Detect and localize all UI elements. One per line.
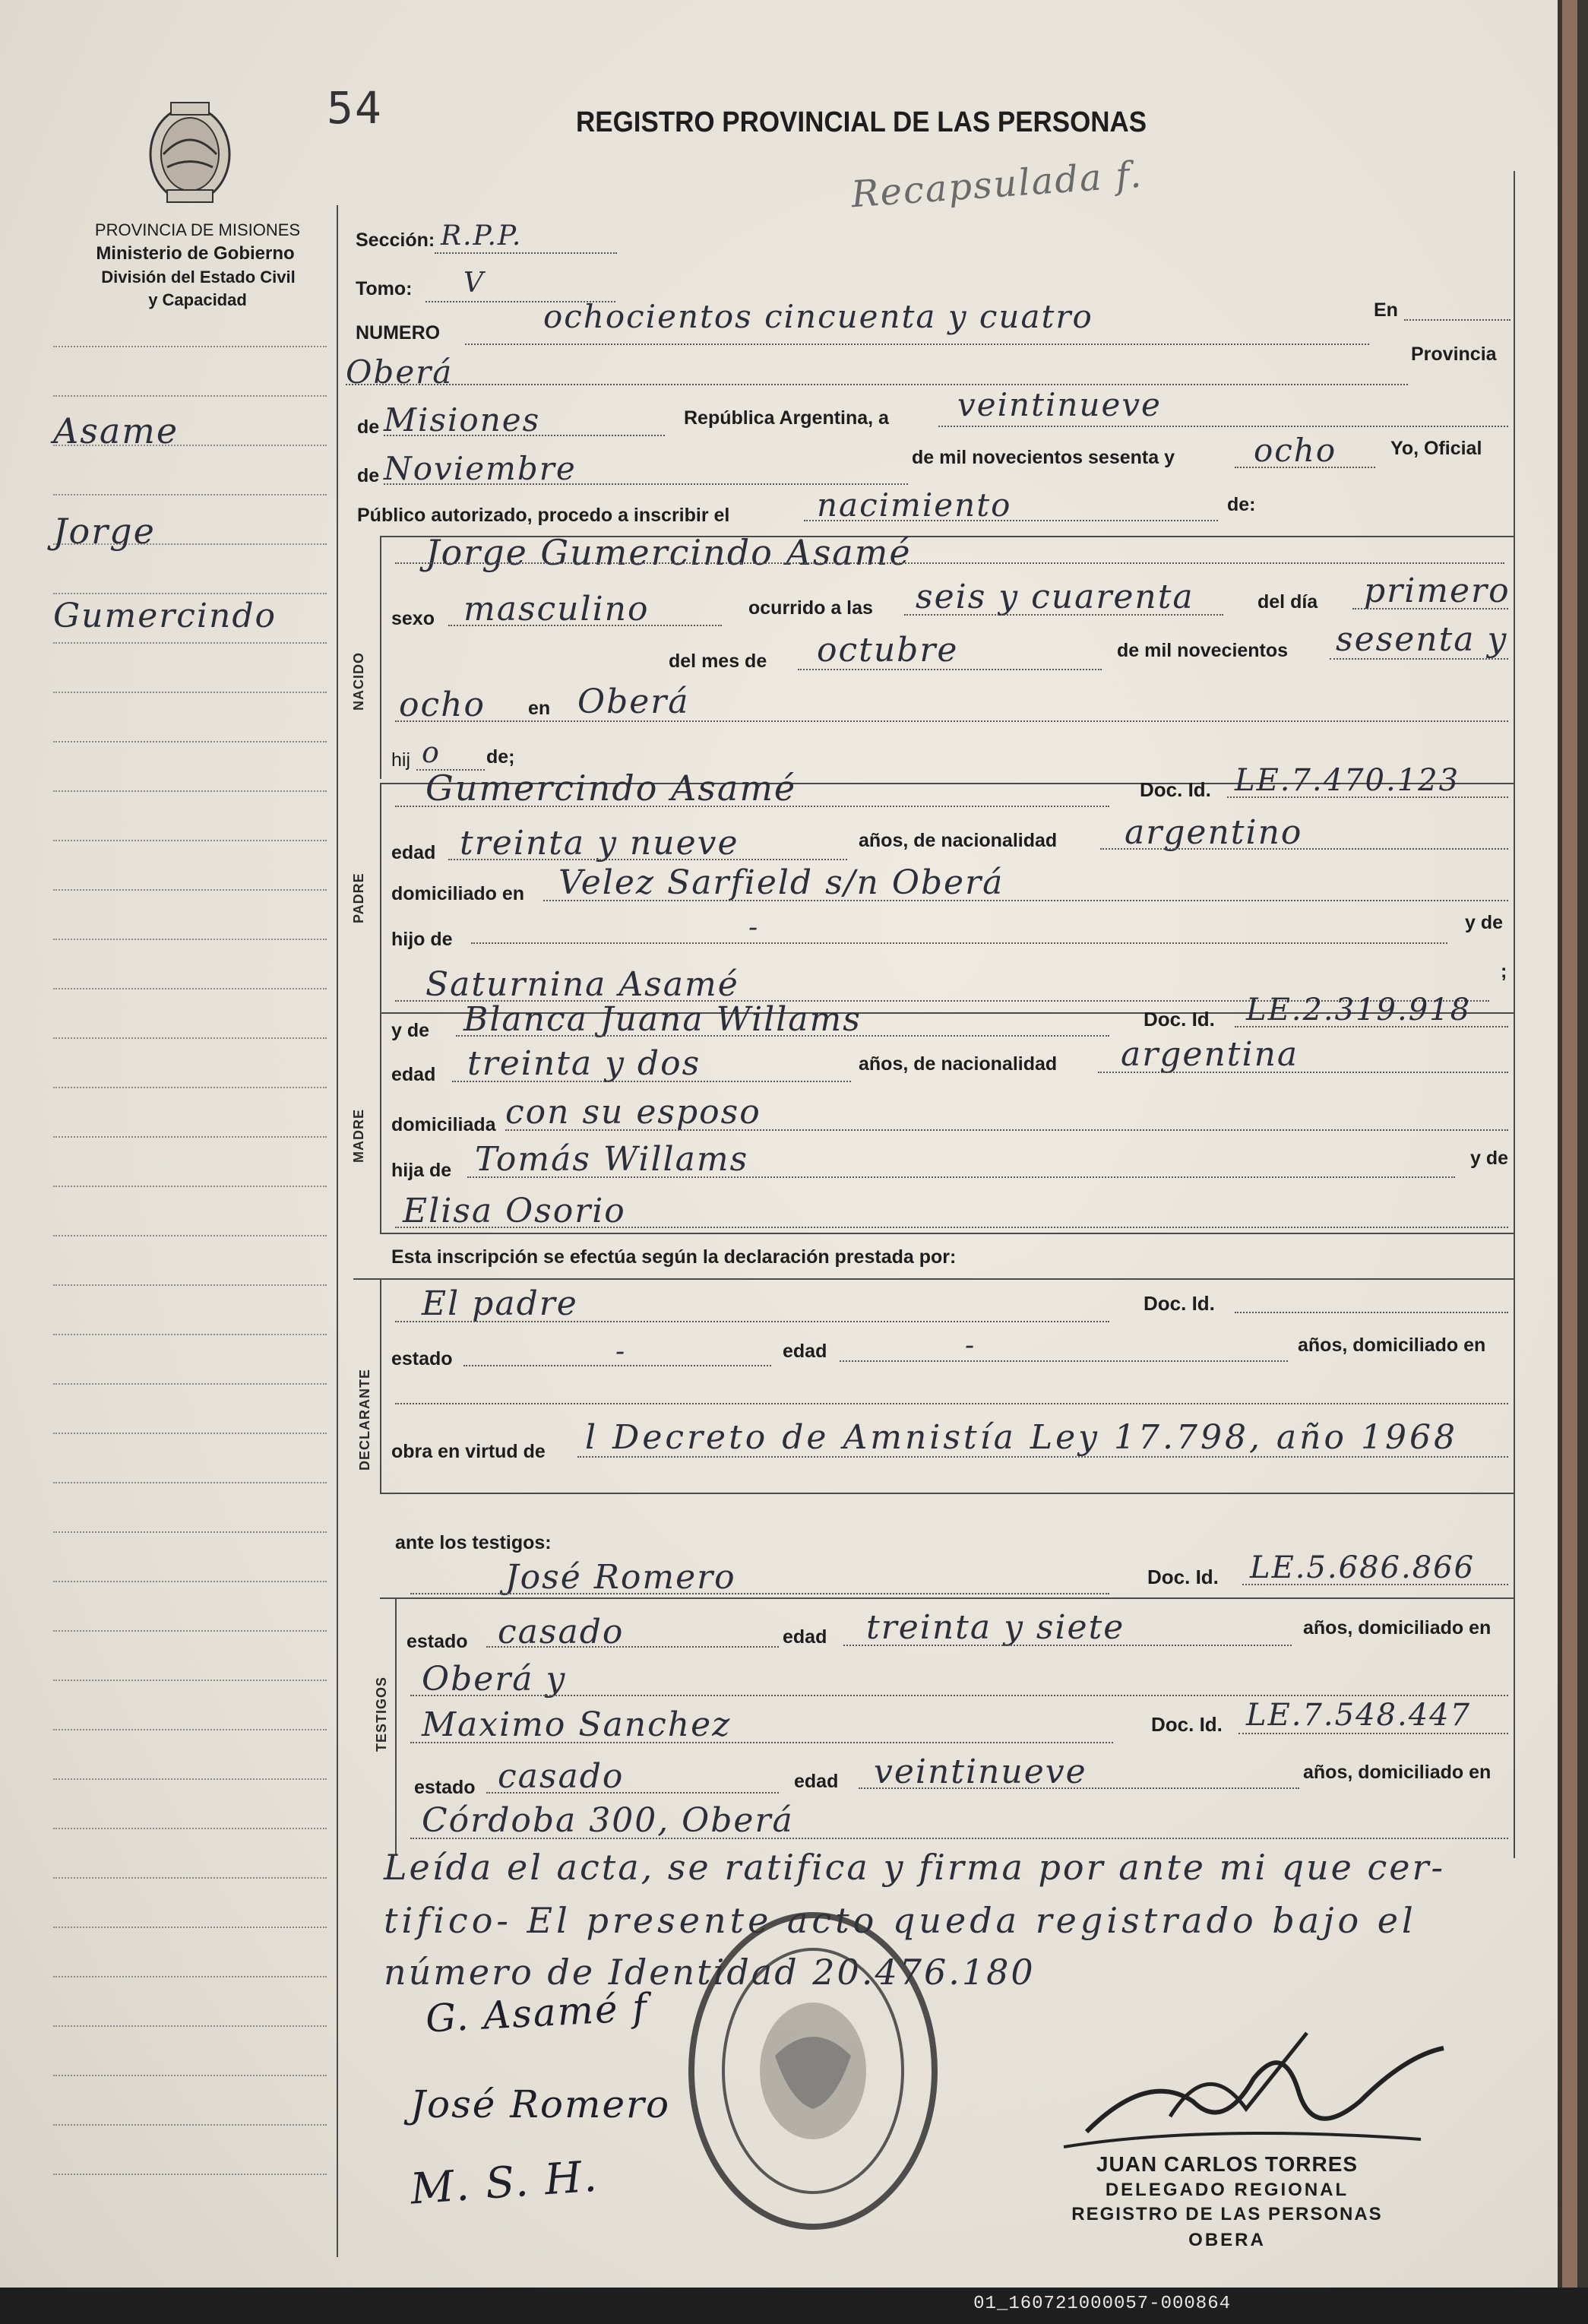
declarante-section-label: DECLARANTE xyxy=(357,1369,372,1471)
testigo1-dom-label: años, domiciliado en xyxy=(1303,1617,1492,1639)
testigos-section-label: TESTIGOS xyxy=(374,1676,389,1752)
tipo-value: nacimiento xyxy=(817,486,1012,524)
closing-line-1: Leída el acta, se ratifica y firma por ante mi que cer- xyxy=(384,1847,1446,1888)
anio-value: ocho xyxy=(1254,432,1337,469)
testigo1-edad-label: edad xyxy=(783,1626,827,1648)
madre-madre-value: Elisa Osorio xyxy=(403,1192,626,1230)
testigos-top-rule xyxy=(380,1597,1514,1599)
madre-nombre: Blanca Juana Willams xyxy=(463,1000,862,1039)
declarante-intro: Esta inscripción se efectúa según la declaración prestada por: xyxy=(391,1246,957,1268)
footer-bar xyxy=(0,2288,1588,2324)
testigo1-doc-label: Doc. Id. xyxy=(1147,1566,1219,1588)
official-signature-scribble xyxy=(1056,2010,1451,2155)
header-ministry: Ministerio de Gobierno xyxy=(96,243,295,264)
nacido-lugar-value: Oberá xyxy=(577,682,690,721)
nacido-mil-label: de mil novecientos xyxy=(1117,640,1289,661)
madre-section-label: MADRE xyxy=(351,1109,366,1163)
document-title: REGISTRO PROVINCIAL DE LAS PERSONAS xyxy=(576,106,1147,138)
padre-yde-label: y de xyxy=(1465,912,1504,933)
mil-label: de mil novecientos sesenta y xyxy=(912,447,1175,468)
coat-of-arms-emblem xyxy=(141,95,239,209)
nacido-en-label: en xyxy=(528,698,551,719)
madre-edad-value: treinta y dos xyxy=(467,1044,701,1083)
declarante-doc-label: Doc. Id. xyxy=(1144,1292,1215,1315)
padre-doc-label: Doc. Id. xyxy=(1140,778,1211,801)
nacido-mes-value: octubre xyxy=(817,631,959,670)
closing-line-3: número de Identidad 20.476.180 xyxy=(384,1952,1036,1993)
padre-section-label: PADRE xyxy=(351,872,366,923)
sexo-label: sexo xyxy=(391,608,435,629)
padre-hijo-value: - xyxy=(748,912,760,943)
de-colon-label: de: xyxy=(1227,494,1256,515)
padre-nac-label: años, de nacionalidad xyxy=(859,830,1058,851)
mes-label: del mes de xyxy=(669,651,767,672)
official-city: OBERA xyxy=(1188,2230,1266,2250)
de-label-2: de xyxy=(357,465,380,486)
nacido-section-label: NACIDO xyxy=(351,652,366,711)
nacido-dia-value: primero xyxy=(1364,572,1510,610)
hijo-label: hij xyxy=(391,749,411,771)
testigo1-estado-label: estado xyxy=(406,1631,468,1652)
declarante-edad-label: edad xyxy=(783,1341,827,1362)
main-frame-right xyxy=(1514,171,1515,1858)
madre-padre-value: Tomás Willams xyxy=(475,1140,749,1179)
testigo2-nombre: Maximo Sanchez xyxy=(422,1705,732,1744)
madre-edad-label: edad xyxy=(391,1064,436,1085)
padre-dom-label: domiciliado en xyxy=(391,883,525,904)
testigo2-edad-label: edad xyxy=(794,1771,839,1792)
hijo-de-label: de; xyxy=(486,746,515,768)
madre-yde2-label: y de xyxy=(1470,1148,1509,1169)
testigo2-estado-label: estado xyxy=(414,1777,476,1798)
de-label: de xyxy=(357,416,380,438)
padre-hijo-label: hijo de xyxy=(391,929,453,950)
testigo2-doc-value: LE.7.548.447 xyxy=(1246,1698,1472,1733)
padre-dom-value: Velez Sarfield s/n Oberá xyxy=(558,863,1004,902)
madre-yde-label: y de xyxy=(391,1020,430,1041)
madre-nac-label: años, de nacionalidad xyxy=(859,1053,1058,1075)
dia-value: veintinueve xyxy=(957,386,1162,423)
binding-edge xyxy=(1558,0,1588,2288)
declarante-nombre: El padre xyxy=(422,1284,578,1323)
publico-label: Público autorizado, procedo a inscribir el xyxy=(357,505,730,526)
official-role-2: REGISTRO DE LAS PERSONAS xyxy=(1071,2204,1383,2224)
hora-value: seis y cuarenta xyxy=(916,578,1194,616)
stamp-annotation: Recapsulada f. xyxy=(849,153,1144,217)
declarante-edad-value: - xyxy=(965,1330,976,1361)
seccion-label: Sección: xyxy=(356,230,435,251)
official-seal-stamp xyxy=(684,1904,942,2238)
tomo-value: V xyxy=(463,268,485,299)
margin-middle-name: Gumercindo xyxy=(53,597,277,635)
testigo2-doc-label: Doc. Id. xyxy=(1151,1713,1223,1736)
nacido-nombre: Jorge Gumercindo Asamé xyxy=(425,532,912,573)
numero-value: ochocientos cincuenta y cuatro xyxy=(543,298,1093,335)
lugar-value: Oberá xyxy=(346,353,454,391)
padre-semicolon: ; xyxy=(1501,961,1507,982)
madre-dom-value: con su esposo xyxy=(505,1093,761,1132)
header-capacidad: y Capacidad xyxy=(148,290,247,309)
margin-surname: Asame xyxy=(53,410,179,451)
madre-nac-value: argentina xyxy=(1121,1035,1299,1074)
footer-document-id: 01_160721000057-000864 xyxy=(973,2294,1231,2314)
testigo1-doc-value: LE.5.686.866 xyxy=(1250,1550,1476,1585)
header-division: División del Estado Civil xyxy=(101,268,296,287)
signature-testigo-1: José Romero xyxy=(410,2082,671,2126)
nacido-anio-value-2: ocho xyxy=(399,685,486,724)
page-number: 54 xyxy=(327,82,383,134)
provincia-label: Provincia xyxy=(1411,344,1497,365)
padre-edad-label: edad xyxy=(391,842,436,863)
signature-declarante: G. Asamé f xyxy=(424,1985,650,2041)
padre-edad-value: treinta y nueve xyxy=(460,824,739,863)
declarante-estado-value: - xyxy=(615,1336,627,1367)
signature-testigo-2: M. S. H. xyxy=(409,2151,600,2215)
header-province: PROVINCIA DE MISIONES xyxy=(94,220,301,239)
declarante-obra-value: l Decreto de Amnistía Ley 17.798, año 1968 xyxy=(585,1418,1458,1457)
dia-label: del día xyxy=(1257,591,1318,613)
main-frame-left xyxy=(337,205,338,2257)
official-name: JUAN CARLOS TORRES xyxy=(1096,2152,1359,2176)
madre-doc-value: LE.2.319.918 xyxy=(1246,993,1472,1027)
provincia-value: Misiones xyxy=(384,401,541,439)
closing-line-2: tifico- El presente acto queda registrado bajo el xyxy=(384,1900,1417,1941)
seccion-value: R.P.P. xyxy=(441,220,523,252)
testigo2-dom-value: Córdoba 300, Oberá xyxy=(422,1801,794,1840)
declarante-dom-label: años, domiciliado en xyxy=(1298,1335,1486,1356)
padre-madre-value: Saturnina Asamé xyxy=(425,965,739,1004)
testigo2-estado-value: casado xyxy=(498,1757,625,1796)
oficial-label: Yo, Oficial xyxy=(1390,438,1482,459)
declarante-top-rule xyxy=(353,1278,1514,1280)
madre-hija-label: hija de xyxy=(391,1160,452,1181)
testigos-intro: ante los testigos: xyxy=(395,1532,552,1553)
declarante-estado-label: estado xyxy=(391,1348,453,1369)
padre-doc-value: LE.7.470.123 xyxy=(1235,763,1460,798)
hora-label: ocurrido a las xyxy=(748,597,873,619)
testigo1-estado-value: casado xyxy=(498,1613,625,1651)
testigo1-edad-value: treinta y siete xyxy=(866,1608,1125,1647)
hijo-suffix: o xyxy=(422,736,441,769)
padre-nombre: Gumercindo Asamé xyxy=(425,768,797,809)
testigo2-edad-value: veintinueve xyxy=(874,1752,1087,1791)
tomo-label: Tomo: xyxy=(356,278,413,299)
republica-label: República Argentina, a xyxy=(684,407,889,429)
madre-doc-label: Doc. Id. xyxy=(1144,1008,1215,1031)
numero-label: NUMERO xyxy=(356,322,441,344)
testigo2-dom-label: años, domiciliado en xyxy=(1303,1762,1492,1783)
margin-first-name: Jorge xyxy=(53,511,156,552)
madre-dom-label: domiciliada xyxy=(391,1114,496,1135)
en-label: En xyxy=(1374,299,1398,321)
mes-value: Noviembre xyxy=(384,450,577,487)
official-role-1: DELEGADO REGIONAL xyxy=(1105,2180,1349,2200)
sexo-value: masculino xyxy=(463,590,650,628)
testigo1-nombre: José Romero xyxy=(505,1558,736,1597)
declarante-obra-label: obra en virtud de xyxy=(391,1441,546,1462)
padre-nac-value: argentino xyxy=(1125,813,1303,852)
testigo1-dom-value: Oberá y xyxy=(422,1660,567,1699)
nacido-anio-value: sesenta y xyxy=(1336,620,1508,659)
